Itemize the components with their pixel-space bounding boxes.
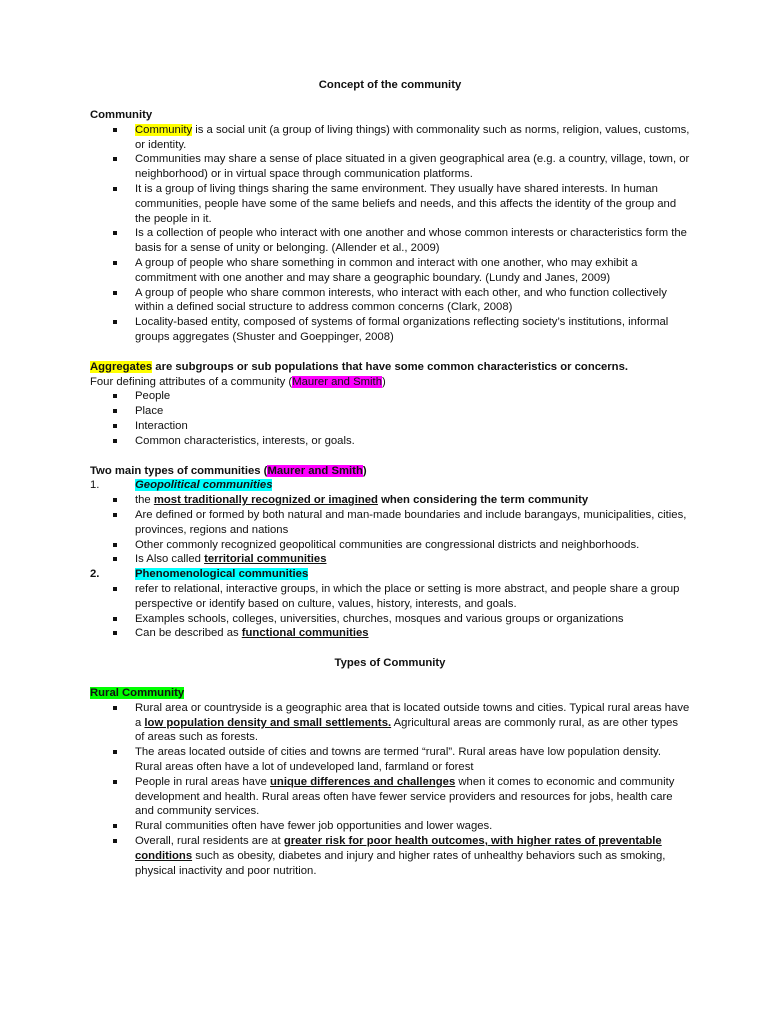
community-heading: Community xyxy=(90,109,153,121)
rural-list xyxy=(90,701,690,879)
list-item: People xyxy=(90,389,690,404)
list-item: refer to relational, interactive groups, in which the place or setting is more abstract, and people share a group perspective or identify based on culture, values, history, interests, and goals. xyxy=(90,582,690,612)
attributes-intro: Four defining attributes of a community (Maurer and Smith) xyxy=(90,375,386,388)
list-item: Examples schools, colleges, universities, churches, mosques and various groups or organizations xyxy=(90,612,690,627)
numbered-item-phenomenological: 2. Phenomenological communities xyxy=(90,568,309,581)
list-item: Communities may share a sense of place situated in a given geographical area (e.g. a country, village, town, or neighborhood) or in virtual space through communication platforms. xyxy=(90,152,690,182)
list-item: A group of people who share common interests, who interact with each other, and who function collectively within a defined social structure to address common concerns (Clark, 2008) xyxy=(90,286,690,316)
list-item: It is a group of living things sharing the same environment. They usually have shared interests. In human communities, people have some of the same beliefs and needs, and this affects the identity of the group and the people in it. xyxy=(90,182,690,226)
phenomenological-list xyxy=(90,582,690,641)
geopolitical-list xyxy=(90,493,690,567)
rural-heading xyxy=(90,686,690,701)
highlight-geopolitical: Geopolitical communities xyxy=(135,479,273,492)
list-item: Can be described as functional communities xyxy=(90,626,690,641)
community-list xyxy=(90,123,690,345)
list-item: the most traditionally recognized or imagined when considering the term community xyxy=(90,493,690,508)
list-item: Is a collection of people who interact with one another and whose common interests or characteristics form the basis for a sense of unity or belonging. (Allender et al., 2009) xyxy=(90,226,690,256)
highlight-aggregates: Aggregates xyxy=(90,360,153,373)
list-item: Is Also called territorial communities xyxy=(90,552,690,567)
document-title: Concept of the community xyxy=(318,79,462,91)
list-item: Interaction xyxy=(90,419,690,434)
list-item: Overall, rural residents are at greater risk for poor health outcomes, with higher rates of preventable conditions such as obesity, diabetes and injury and higher rates of unhealthy behaviors such as smoking, physical inactivity and poor nutrition. xyxy=(90,834,690,878)
two-types-heading: Two main types of communities (Maurer and Smith) xyxy=(90,464,367,477)
list-item: Locality-based entity, composed of systems of formal organizations reflecting society’s institutions, informal groups aggregates (Shuster and Goeppinger, 2008) xyxy=(90,315,690,345)
list-item: Place xyxy=(90,404,690,419)
types-title: Types of Community xyxy=(334,657,446,670)
aggregates-definition: Aggregates are subgroups or sub populations that have some common characteristics or concerns. xyxy=(90,360,628,373)
list-item: The areas located outside of cities and towns are termed “rural”. Rural areas have low population density. Rural areas often have a lot of undeveloped land, farmland or forest xyxy=(90,745,690,775)
numbered-item-geopolitical: 1. Geopolitical communities xyxy=(90,479,273,492)
list-item: Rural area or countryside is a geographic area that is located outside towns and cities. Typical rural areas have a low population density and small settlements. Agricultural areas are commonly rural, as are other types of areas such as forests. xyxy=(90,701,690,745)
highlight-citation: Maurer and Smith xyxy=(292,375,382,388)
highlight-rural: Rural Community xyxy=(90,687,185,700)
list-item: Community is a social unit (a group of living things) with commonality such as norms, religion, values, customs, or identity. xyxy=(90,123,690,153)
list-item: A group of people who share something in common and interact with one another, who may exhibit a commitment with one another and may share a geographic boundary. (Lundy and Janes, 2009) xyxy=(90,256,690,286)
list-item: Are defined or formed by both natural and man-made boundaries and include barangays, municipalities, cities, provinces, regions and nations xyxy=(90,508,690,538)
attributes-list xyxy=(90,389,690,448)
document-page xyxy=(90,78,690,878)
highlight-citation: Maurer and Smith xyxy=(267,464,363,477)
highlight-community: Community xyxy=(135,123,193,136)
list-item: Other commonly recognized geopolitical communities are congressional districts and neighborhoods. xyxy=(90,538,690,553)
list-item: Rural communities often have fewer job opportunities and lower wages. xyxy=(90,819,690,834)
list-item: People in rural areas have unique differences and challenges when it comes to economic and community development and health. Rural areas often have fewer service providers and resources for jobs, health care and community services. xyxy=(90,775,690,819)
highlight-phenomenological: Phenomenological communities xyxy=(135,568,309,581)
list-item: Common characteristics, interests, or goals. xyxy=(90,434,690,449)
